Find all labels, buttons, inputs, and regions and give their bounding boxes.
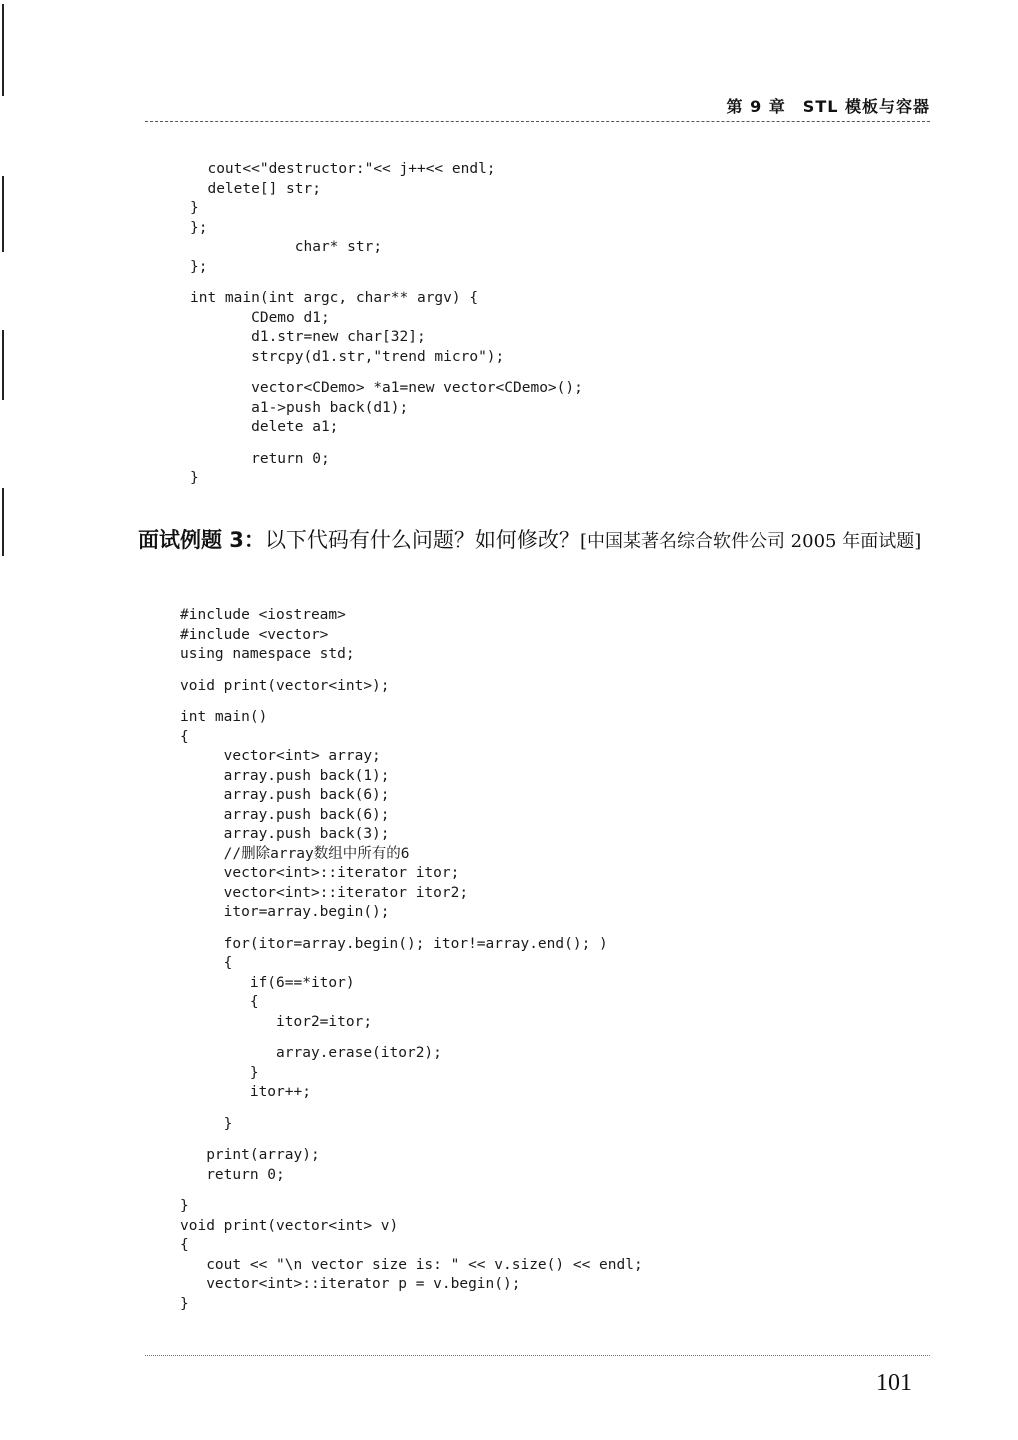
code-line: }: [190, 200, 199, 216]
code-line: }: [180, 1295, 189, 1312]
code-line: #include <iostream>: [180, 607, 346, 623]
code-line: [180, 923, 643, 935]
code-line: }: [190, 470, 199, 486]
footer-rule: [145, 1355, 930, 1356]
code-line: array.push back(3);: [180, 826, 390, 842]
code-line: delete[] str;: [190, 180, 321, 197]
code-line: strcpy(d1.str,"trend micro");: [190, 348, 505, 365]
code-line: [180, 1032, 643, 1044]
interview-question-3: [138, 522, 938, 560]
scan-edge-mark: [2, 330, 4, 400]
code-line: d1.str=new char[32];: [190, 329, 426, 345]
question-label: 面试例题 3：: [138, 528, 265, 552]
code-line: vector<CDemo> *a1=new vector<CDemo>();: [190, 380, 583, 396]
code-line: itor++;: [180, 1084, 311, 1100]
code-line: print(array);: [180, 1147, 320, 1163]
code-line: [180, 1185, 643, 1197]
question-text: 以下代码有什么问题？如何修改？: [264, 528, 580, 552]
code-line: cout<<"destructor:"<< j++<< endl;: [190, 161, 496, 177]
code-line: {: [180, 994, 259, 1010]
code-line: array.push back(6);: [180, 806, 390, 823]
header-rule: [145, 121, 930, 122]
code-line: [180, 1134, 643, 1146]
code-line: }: [180, 1064, 259, 1081]
code-line: if(6==*itor): [180, 974, 355, 991]
code-line: void print(vector<int>);: [180, 677, 390, 694]
scan-edge-mark: [2, 176, 4, 252]
code-line: itor=array.begin();: [180, 904, 390, 920]
code-line: array.push back(6);: [180, 787, 390, 803]
code-line: using namespace std;: [180, 646, 355, 662]
code-line: array.erase(itor2);: [180, 1045, 442, 1061]
code-line: [190, 367, 583, 379]
code-line: return 0;: [190, 450, 330, 467]
code-line: vector<int>::iterator itor;: [180, 865, 460, 881]
code-line: };: [190, 219, 208, 236]
code-line: void print(vector<int> v): [180, 1217, 399, 1234]
code-line: [190, 438, 583, 450]
running-header: 第 9 章 STL 模板与容器: [726, 97, 930, 116]
code-line: CDemo d1;: [190, 309, 330, 326]
scan-edge-mark: [2, 488, 4, 556]
code-line: vector<int>::iterator itor2;: [180, 884, 469, 901]
code-line: };: [190, 258, 208, 275]
code-line: {: [180, 1237, 189, 1253]
code-line: }: [180, 1198, 189, 1214]
scan-edge-mark: [2, 4, 4, 96]
question-source: [中国某著名综合软件公司 2005 年面试题]: [579, 531, 922, 552]
code-line: int main(int argc, char** argv) {: [190, 290, 479, 306]
code-line: //删除array数组中所有的6: [180, 845, 410, 862]
code-block-vector-erase: [180, 606, 643, 1314]
page-number: 101: [876, 1370, 912, 1396]
code-line: vector<int>::iterator p = v.begin();: [180, 1276, 521, 1292]
code-line: a1->push back(d1);: [190, 399, 409, 416]
code-line: vector<int> array;: [180, 748, 381, 764]
code-line: {: [180, 728, 189, 745]
code-line: int main(): [180, 709, 268, 725]
code-line: cout << "\n vector size is: " << v.size() << endl;: [180, 1256, 643, 1273]
code-line: return 0;: [180, 1166, 285, 1183]
code-line: [190, 277, 583, 289]
code-line: char* str;: [190, 239, 383, 255]
code-line: array.push back(1);: [180, 767, 390, 784]
code-line: itor2=itor;: [180, 1013, 373, 1030]
code-line: [180, 1103, 643, 1115]
code-line: }: [180, 1115, 233, 1132]
code-block-destructor-example: [190, 160, 583, 489]
code-line: [180, 665, 643, 677]
code-line: delete a1;: [190, 419, 339, 435]
code-line: #include <vector>: [180, 626, 329, 643]
code-line: for(itor=array.begin(); itor!=array.end(); ): [180, 935, 608, 952]
code-line: [180, 696, 643, 708]
code-line: {: [180, 955, 233, 971]
